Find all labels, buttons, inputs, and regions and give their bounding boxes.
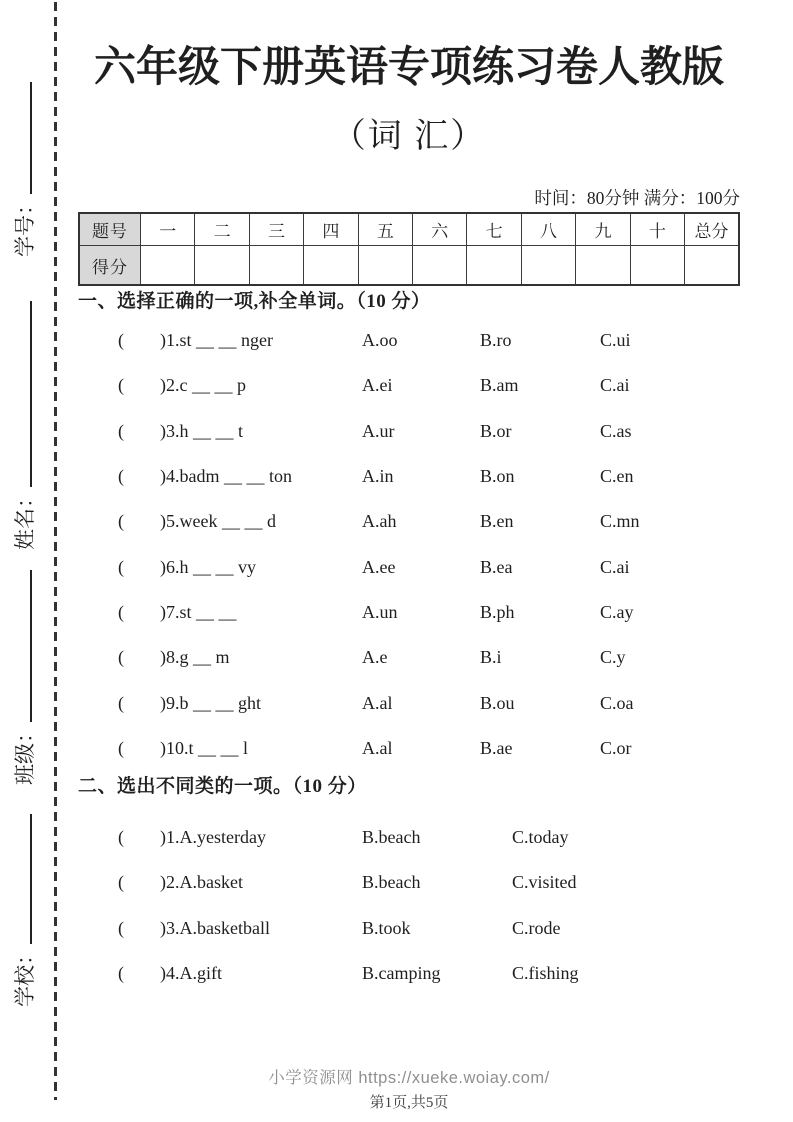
option-c: C.ai bbox=[600, 556, 630, 577]
question-row bbox=[78, 680, 740, 725]
option-c: C.today bbox=[512, 827, 569, 848]
question-stem: )1.A.yesterday bbox=[160, 827, 266, 848]
score-table-cell: 二 bbox=[195, 213, 249, 246]
margin-field-student-number bbox=[8, 82, 42, 257]
margin-field-school bbox=[8, 814, 42, 1007]
answer-paren: ( bbox=[118, 872, 124, 893]
option-c: C.visited bbox=[512, 872, 577, 893]
option-b: B.on bbox=[480, 466, 515, 487]
option-c: C.ui bbox=[600, 330, 631, 351]
answer-paren: ( bbox=[118, 827, 124, 848]
question-stem: )4.badm __ __ ton bbox=[160, 466, 292, 487]
option-b: B.or bbox=[480, 420, 512, 441]
option-c: C.y bbox=[600, 647, 626, 668]
answer-paren: ( bbox=[118, 466, 124, 487]
option-b: B.took bbox=[362, 917, 411, 938]
option-c: C.rode bbox=[512, 917, 561, 938]
option-b: B.ro bbox=[480, 330, 512, 351]
question-row bbox=[78, 951, 740, 996]
answer-paren: ( bbox=[118, 375, 124, 396]
answer-paren: ( bbox=[118, 511, 124, 532]
option-c: C.or bbox=[600, 737, 632, 758]
option-b: B.am bbox=[480, 375, 519, 396]
option-c: C.ay bbox=[600, 601, 634, 622]
option-a: A.ah bbox=[362, 511, 397, 532]
option-a: A.al bbox=[362, 692, 393, 713]
option-c: C.as bbox=[600, 420, 632, 441]
student-number-label: 学号： bbox=[13, 194, 37, 257]
question-row bbox=[78, 815, 740, 860]
question-stem: )5.week __ __ d bbox=[160, 511, 276, 532]
time-and-total-score: 时间：80分钟 满分：100分 bbox=[534, 188, 740, 208]
score-table-header-row bbox=[79, 213, 739, 246]
question-row bbox=[78, 544, 740, 589]
question-stem: )8.g __ m bbox=[160, 647, 230, 668]
name-write-line bbox=[10, 301, 32, 487]
option-a: A.un bbox=[362, 601, 398, 622]
answer-paren: ( bbox=[118, 963, 124, 984]
option-a: A.ei bbox=[362, 375, 393, 396]
option-b: B.camping bbox=[362, 963, 441, 984]
score-table-cell bbox=[685, 246, 739, 286]
question-row bbox=[78, 590, 740, 635]
margin-field-class bbox=[8, 570, 42, 785]
score-table-cell: 九 bbox=[576, 213, 630, 246]
option-a: A.ee bbox=[362, 556, 396, 577]
score-table-cell bbox=[576, 246, 630, 286]
option-b: B.beach bbox=[362, 872, 421, 893]
score-table-cell: 四 bbox=[304, 213, 358, 246]
score-table-cell bbox=[195, 246, 249, 286]
option-c: C.fishing bbox=[512, 963, 579, 984]
class-label: 班级： bbox=[13, 722, 37, 785]
section1-question-list bbox=[78, 318, 740, 771]
answer-paren: ( bbox=[118, 330, 124, 351]
question-row bbox=[78, 409, 740, 454]
answer-paren: ( bbox=[118, 556, 124, 577]
score-table-cell bbox=[467, 246, 521, 286]
question-stem: )3.h __ __ t bbox=[160, 420, 243, 441]
exam-title: 六年级下册英语专项练习卷人教版 bbox=[93, 45, 724, 91]
option-b: B.ea bbox=[480, 556, 513, 577]
score-table-cell bbox=[630, 246, 684, 286]
score-table-cell bbox=[521, 246, 575, 286]
answer-paren: ( bbox=[118, 917, 124, 938]
question-stem: )6.h __ __ vy bbox=[160, 556, 256, 577]
score-table-cell bbox=[304, 246, 358, 286]
answer-paren: ( bbox=[118, 420, 124, 441]
option-b: B.i bbox=[480, 647, 502, 668]
score-table-body bbox=[79, 213, 739, 285]
score-table-cell bbox=[358, 246, 412, 286]
option-c: C.en bbox=[600, 466, 634, 487]
section1-heading: 一、选择正确的一项,补全单词。（10 分） bbox=[78, 291, 431, 312]
margin-field-name bbox=[8, 301, 42, 550]
student-number-write-line bbox=[10, 82, 32, 194]
option-c: C.oa bbox=[600, 692, 634, 713]
score-table-cell bbox=[413, 246, 467, 286]
question-stem: )1.st __ __ nger bbox=[160, 330, 273, 351]
section2-heading: 二、选出不同类的一项。（10 分） bbox=[78, 776, 367, 797]
option-c: C.mn bbox=[600, 511, 640, 532]
option-a: A.e bbox=[362, 647, 388, 668]
option-b: B.ae bbox=[480, 737, 513, 758]
question-stem: )10.t __ __ l bbox=[160, 737, 248, 758]
option-a: A.oo bbox=[362, 330, 398, 351]
option-c: C.ai bbox=[600, 375, 630, 396]
footer-page-number: 第1页,共5页 bbox=[369, 1095, 449, 1111]
score-table-row-label: 题号 bbox=[79, 213, 141, 246]
option-b: B.en bbox=[480, 511, 514, 532]
class-write-line bbox=[10, 570, 32, 722]
score-table-cell: 十 bbox=[630, 213, 684, 246]
question-stem: )2.c __ __ p bbox=[160, 375, 246, 396]
score-table-cell: 七 bbox=[467, 213, 521, 246]
question-row bbox=[78, 860, 740, 905]
section2-question-list bbox=[78, 815, 740, 996]
answer-paren: ( bbox=[118, 737, 124, 758]
footer-source-url: 小学资源网 https://xueke.woiay.com/ bbox=[268, 1069, 550, 1087]
score-table-cell: 一 bbox=[141, 213, 195, 246]
score-table-cell: 五 bbox=[358, 213, 412, 246]
answer-paren: ( bbox=[118, 601, 124, 622]
option-b: B.ou bbox=[480, 692, 515, 713]
question-row bbox=[78, 499, 740, 544]
option-a: A.ur bbox=[362, 420, 395, 441]
question-row bbox=[78, 726, 740, 771]
option-a: A.al bbox=[362, 737, 393, 758]
question-row bbox=[78, 318, 740, 363]
question-row bbox=[78, 454, 740, 499]
question-stem: )3.A.basketball bbox=[160, 917, 270, 938]
question-row bbox=[78, 363, 740, 408]
school-write-line bbox=[10, 814, 32, 944]
score-table bbox=[78, 212, 740, 286]
binding-dashed-line bbox=[54, 2, 57, 1100]
option-b: B.beach bbox=[362, 827, 421, 848]
score-table-score-row bbox=[79, 246, 739, 286]
question-stem: )2.A.basket bbox=[160, 872, 243, 893]
option-a: A.in bbox=[362, 466, 394, 487]
question-row bbox=[78, 635, 740, 680]
score-table-cell bbox=[141, 246, 195, 286]
score-table-cell: 六 bbox=[413, 213, 467, 246]
question-stem: )9.b __ __ ght bbox=[160, 692, 261, 713]
exam-subtitle: （词 汇） bbox=[331, 118, 487, 155]
score-table-cell: 总分 bbox=[685, 213, 739, 246]
question-stem: )4.A.gift bbox=[160, 963, 222, 984]
question-stem: )7.st __ __ bbox=[160, 601, 237, 622]
answer-paren: ( bbox=[118, 692, 124, 713]
score-table-cell: 八 bbox=[521, 213, 575, 246]
name-label: 姓名： bbox=[13, 487, 37, 550]
option-b: B.ph bbox=[480, 601, 515, 622]
score-table-row-label: 得分 bbox=[79, 246, 141, 286]
answer-paren: ( bbox=[118, 647, 124, 668]
school-label: 学校： bbox=[13, 944, 37, 1007]
score-table-cell bbox=[249, 246, 303, 286]
question-row bbox=[78, 906, 740, 951]
score-table-cell: 三 bbox=[249, 213, 303, 246]
